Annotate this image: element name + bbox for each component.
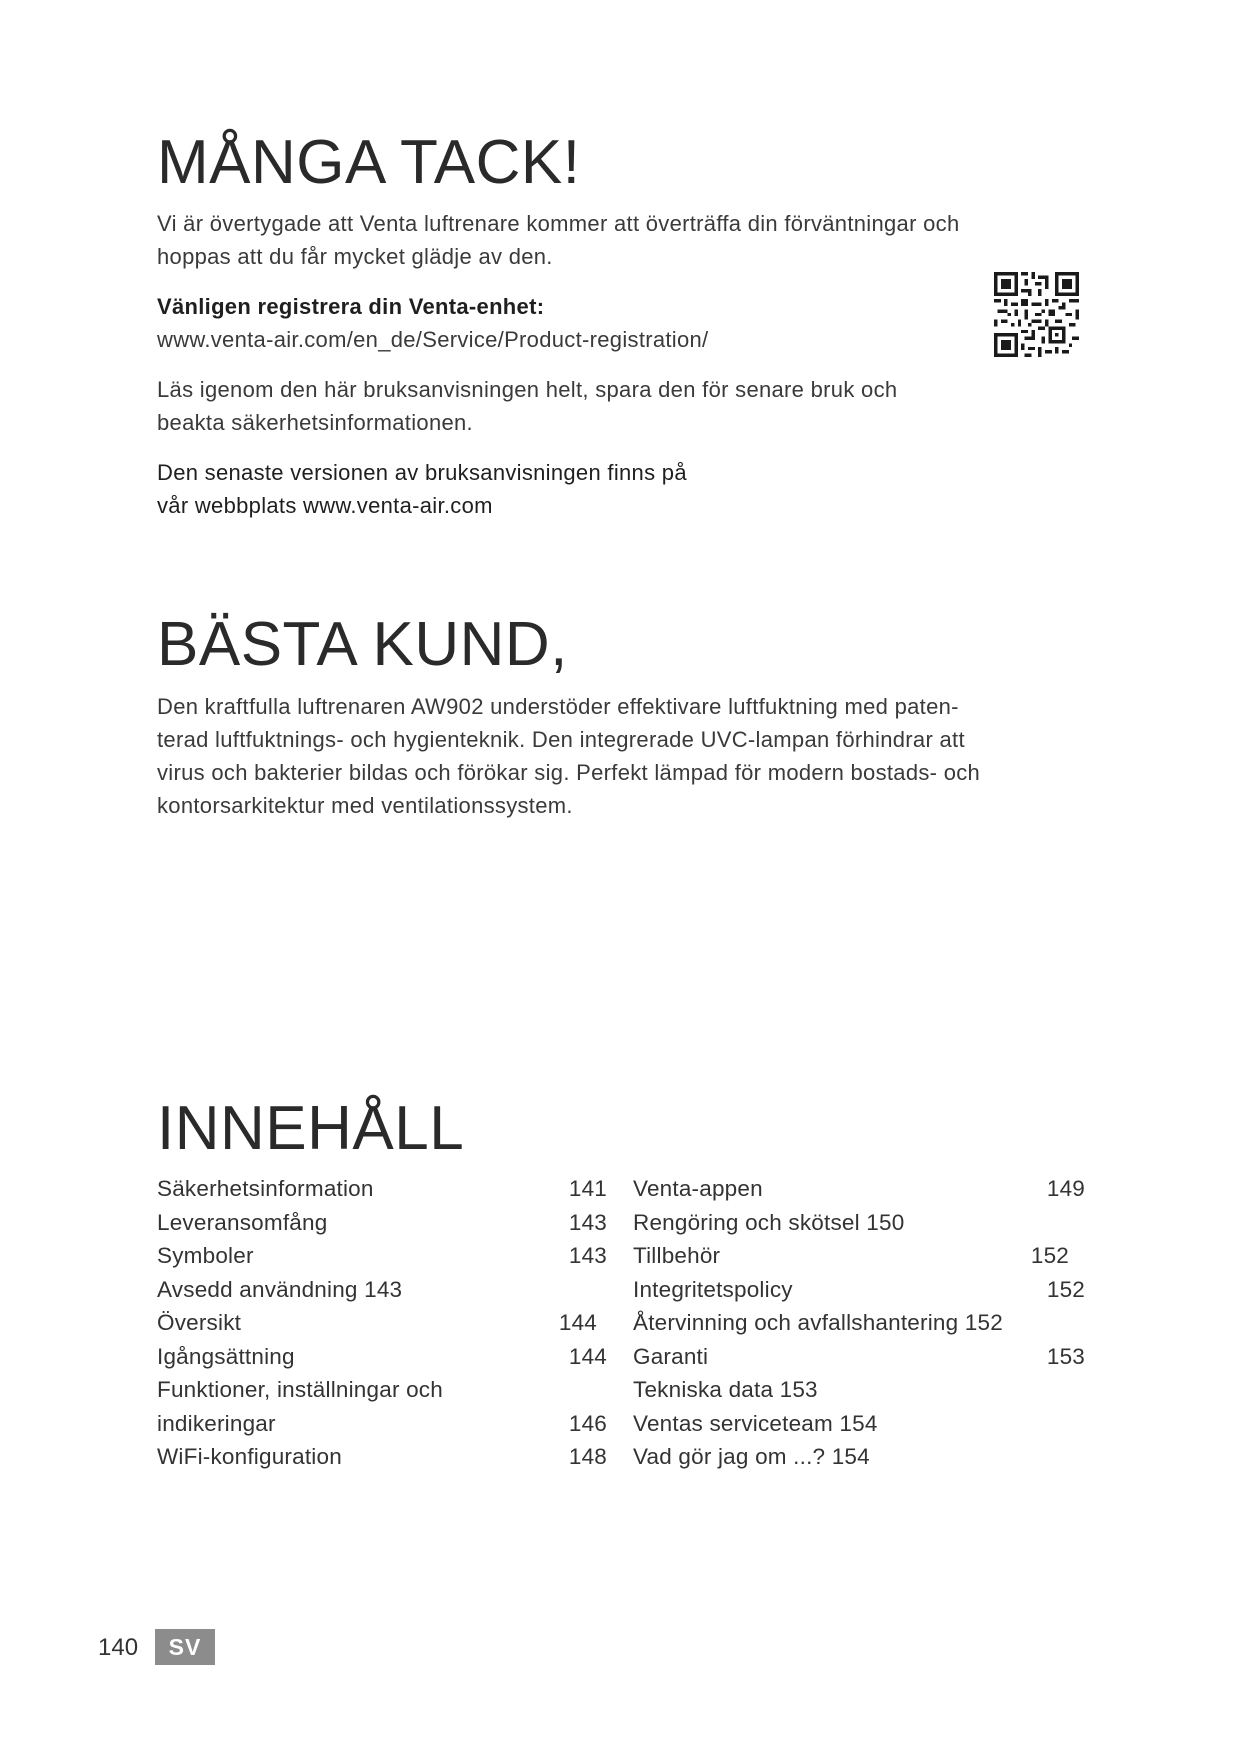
page-number: 140	[98, 1634, 139, 1661]
toc-entry-page: 143	[568, 1243, 607, 1268]
registration-block	[157, 290, 708, 356]
toc-entry-page: 146	[568, 1410, 607, 1436]
toc-entry-label: Funktioner, inställningar och	[157, 1377, 443, 1402]
toc-entry[interactable]	[633, 1306, 1085, 1340]
latest-link[interactable]: vår webbplats www.venta-air.com	[157, 493, 493, 518]
toc-entry[interactable]	[633, 1440, 1085, 1474]
toc-entry-label: indikeringar	[157, 1410, 276, 1436]
customer-paragraph	[157, 690, 980, 822]
thanks-intro-line: Vi är övertygade att Venta luftrenare kommer att överträffa din förväntningar och	[157, 211, 960, 236]
toc-entry[interactable]	[157, 1407, 607, 1441]
toc-entry[interactable]	[157, 1373, 607, 1407]
thanks-title: MÅNGA TACK!	[157, 128, 581, 197]
toc-entry-label: Symboler	[157, 1243, 254, 1268]
toc-entry[interactable]	[633, 1407, 1085, 1441]
toc-entry-page: 152	[1046, 1276, 1085, 1302]
toc-entry-label: Igångsättning	[157, 1343, 295, 1369]
toc-entry-label: Garanti	[633, 1343, 709, 1369]
toc-entry-page: 141	[568, 1176, 607, 1201]
toc-entry[interactable]	[157, 1306, 607, 1340]
toc-right-column	[633, 1172, 1085, 1474]
toc-entry-label: Säkerhetsinformation	[157, 1176, 374, 1201]
toc-entry-label: Tillbehör	[633, 1243, 721, 1268]
customer-line: virus och bakterier bildas och förökar sig. Perfekt lämpad för modern bostads- och	[157, 760, 981, 785]
toc-entry[interactable]	[633, 1172, 1085, 1206]
toc-entry[interactable]	[633, 1206, 1085, 1240]
thanks-intro-line: hoppas att du får mycket glädje av den.	[157, 244, 553, 269]
toc-entry-page: 143	[568, 1209, 607, 1235]
toc-entry-label: Översikt	[157, 1310, 242, 1335]
toc-entry[interactable]	[633, 1239, 1085, 1273]
toc-entry-page: 144	[558, 1310, 597, 1335]
toc-entry[interactable]	[157, 1239, 607, 1273]
toc-entry-page: 149	[1046, 1176, 1085, 1201]
latest-line: Den senaste versionen av bruksanvisningen finns på	[157, 460, 687, 485]
contents-title: INNEHÅLL	[157, 1094, 465, 1163]
register-url-link[interactable]: www.venta-air.com/en_de/Service/Product-registration/	[157, 327, 709, 352]
toc-entry-page: 153	[1046, 1343, 1085, 1369]
toc-entry-label: Vad gör jag om ...? 154	[633, 1444, 870, 1469]
toc-entry[interactable]	[157, 1206, 607, 1240]
toc-entry-label: Venta-appen	[633, 1176, 763, 1201]
customer-line: terad luftfuktnings- och hygienteknik. Den integrerade UVC-lampan förhindrar att	[157, 727, 965, 752]
toc-entry-page: 152	[1030, 1243, 1069, 1268]
read-instructions	[157, 373, 897, 439]
toc-entry[interactable]	[157, 1172, 607, 1206]
toc-entry[interactable]	[157, 1440, 607, 1474]
thanks-intro	[157, 207, 959, 273]
toc-entry-label: Ventas serviceteam 154	[633, 1410, 878, 1436]
toc-entry[interactable]	[633, 1273, 1085, 1307]
toc-entry-label: Leveransomfång	[157, 1209, 328, 1235]
qr-code-icon	[994, 272, 1079, 357]
toc-entry[interactable]	[633, 1373, 1085, 1407]
toc-entry[interactable]	[633, 1340, 1085, 1374]
customer-line: Den kraftfulla luftrenaren AW902 understöder effektivare luftfuktning med paten-	[157, 694, 959, 719]
customer-title: BÄSTA KUND,	[157, 610, 568, 679]
customer-line: kontorsarkitektur med ventilationssystem.	[157, 793, 573, 818]
toc-left-column	[157, 1172, 607, 1474]
latest-version	[157, 456, 687, 522]
toc-entry-label: Integritetspolicy	[633, 1276, 793, 1302]
toc-entry[interactable]	[157, 1273, 607, 1307]
language-badge: SV	[155, 1629, 215, 1665]
toc-entry-page: 148	[568, 1444, 607, 1469]
toc-entry-label: WiFi-konfiguration	[157, 1444, 342, 1469]
toc-entry[interactable]	[157, 1340, 607, 1374]
toc-entry-label: Återvinning och avfallshantering 152	[633, 1310, 1003, 1335]
toc-entry-page: 144	[568, 1343, 607, 1369]
read-line: Läs igenom den här bruksanvisningen helt, spara den för senare bruk och	[157, 377, 898, 402]
read-line: beakta säkerhetsinformationen.	[157, 410, 473, 435]
register-label: Vänligen registrera din Venta-enhet:	[157, 294, 545, 319]
toc-entry-label: Tekniska data 153	[633, 1377, 818, 1402]
toc-entry-label: Rengöring och skötsel 150	[633, 1209, 905, 1235]
toc-entry-label: Avsedd användning 143	[157, 1276, 403, 1302]
